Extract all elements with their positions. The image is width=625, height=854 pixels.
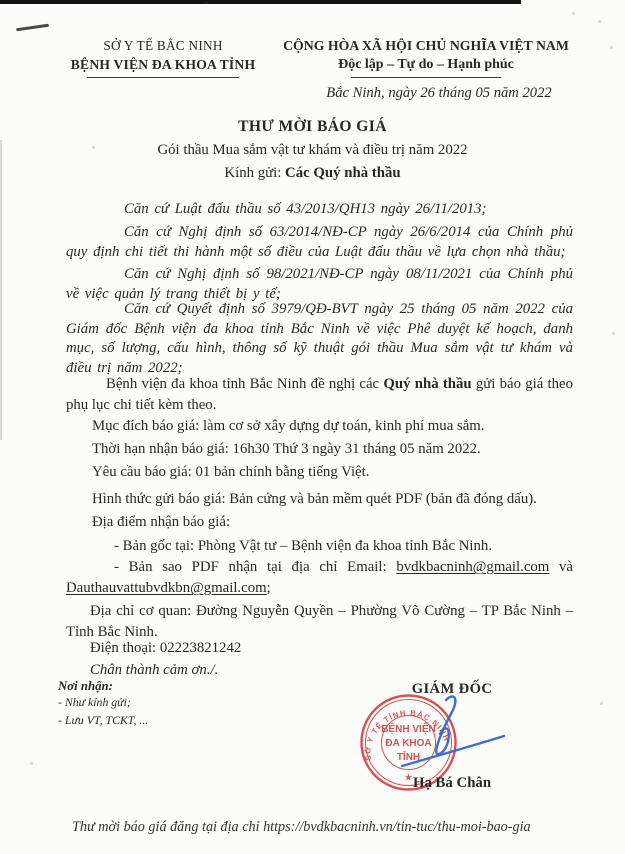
national-motto-line1: CỘNG HÒA XÃ HỘI CHỦ NGHĨA VIỆT NAM <box>283 38 569 53</box>
scan-edge-line <box>0 140 2 440</box>
office-address-line: Địa chỉ cơ quan: Đường Nguyễn Quyền – Phường Võ Cường – TP Bắc Ninh – Tỉnh Bắc Ninh. <box>66 603 573 640</box>
stamp-center-line2: ĐA KHOA <box>385 738 432 749</box>
request-paragraph <box>66 374 573 416</box>
legal-basis-1: Căn cứ Luật đấu thầu số 43/2013/QH13 ngày 26/11/2013; <box>124 201 487 217</box>
scan-speck <box>572 12 575 15</box>
purpose-line: Mục đích báo giá: làm cơ sở xây dựng dự toán, kinh phí mua sắm. <box>92 418 485 434</box>
email-line <box>66 557 573 599</box>
salutation-target: Các Quý nhà thầu <box>285 165 401 181</box>
footer-publication-note: Thư mời báo giá đăng tại địa chỉ https://bvdkbacninh.vn/tin-tuc/thu-moi-bao-gia <box>72 819 531 835</box>
legal-basis-4: Căn cứ Quyết định số 3979/QĐ-BVT ngày 25 tháng 05 năm 2022 của Giám đốc Bệnh viện đa khoa tỉnh Bắc Ninh về việc Phê duyệt kế hoạch, danh mục, số lượng, cấu hình, thông số kỹ thuật gói thầu Mua sắm vật tư khám và điều trị năm 2022; <box>66 301 573 376</box>
request-suffix: gửi báo giá theo phụ lục chi tiết kèm theo. <box>66 376 573 413</box>
scan-artifact-top-bar <box>0 0 521 4</box>
email-link-2[interactable]: Dauthauvattubvdkbn@gmail.com <box>66 580 267 596</box>
stamp-center-line3: TỈNH <box>396 752 421 763</box>
requirement-line: Yêu cầu báo giá: 01 bản chính bằng tiếng Việt. <box>92 464 370 480</box>
document-title: THƯ MỜI BÁO GIÁ <box>238 118 387 135</box>
national-header-block <box>276 36 576 78</box>
deadline-line: Thời hạn nhận báo giá: 16h30 Thứ 3 ngày 31 tháng 05 năm 2022. <box>92 441 481 457</box>
signer-position-title: GIÁM ĐỐC <box>411 681 493 697</box>
stamp-star-icon: ★ <box>404 773 413 782</box>
national-motto-line2: Độc lập – Tự do – Hạnh phúc <box>338 57 514 72</box>
format-line: Hình thức gửi báo giá: Bản cứng và bản mềm quét PDF (bản đã đóng dấu). <box>92 491 537 507</box>
document-subtitle: Gói thầu Mua sắm vật tư khám và điều trị năm 2022 <box>157 142 468 158</box>
recipient-item: - Như kính gửi; <box>58 695 131 709</box>
scan-speck <box>598 20 601 23</box>
phone-line: Điện thoại: 02223821242 <box>90 640 242 656</box>
recipient-item: - Lưu VT, TCKT, ... <box>58 712 149 727</box>
email-link-1[interactable]: bvdkbacninh@gmail.com <box>396 559 550 575</box>
stamp-ring-text: SỞ Y TẾ TỈNH BẮC NINH <box>363 708 452 761</box>
legal-basis-3: Căn cứ Nghị định số 98/2021/NĐ-CP ngày 08/11/2021 của Chính phủ về việc quản lý trang thiết bị y tế; <box>66 266 573 302</box>
scan-speck <box>600 702 603 705</box>
email-prefix: - Bản sao PDF nhận tại địa chỉ Email: <box>114 559 397 575</box>
salutation-line <box>0 165 625 182</box>
signature-loop <box>436 696 455 754</box>
motto-underline <box>351 77 501 78</box>
location-label: Địa điểm nhận báo giá: <box>92 514 231 530</box>
org-name: BỆNH VIỆN ĐA KHOA TỈNH <box>70 57 256 72</box>
request-bold: Quý nhà thầu <box>383 376 472 392</box>
salutation-label: Kính gửi: <box>224 165 286 181</box>
scan-speck <box>612 332 615 335</box>
issuing-org-block <box>58 36 268 78</box>
parent-department: SỞ Y TẾ BẮC NINH <box>103 38 223 53</box>
thanks-line: Chân thành cảm ơn./. <box>90 662 219 678</box>
scan-speck <box>30 762 33 765</box>
place-date-line: Bắc Ninh, ngày 26 tháng 05 năm 2022 <box>326 85 552 101</box>
stamp-center-line1: BỆNH VIỆN <box>381 724 436 735</box>
email-joiner: và <box>549 559 573 575</box>
recipients-label: Nơi nhận: <box>58 679 113 693</box>
pen-mark <box>16 24 49 32</box>
legal-basis-2: Căn cứ Nghị định số 63/2014/NĐ-CP ngày 26/6/2014 của Chính phủ quy định chi tiết thi hành một số điều của Luật đấu thầu về lựa chọn nhà thầu; <box>66 224 573 260</box>
signer-name: Hạ Bá Chân <box>412 775 492 791</box>
signature-flourish <box>402 736 504 766</box>
email-suffix: ; <box>266 580 271 596</box>
org-underline <box>87 77 239 78</box>
recipients-block <box>58 679 248 729</box>
location-original-line: - Bản gốc tại: Phòng Vật tư – Bệnh viện đa khoa tỉnh Bắc Ninh. <box>114 538 493 554</box>
request-prefix: Bệnh viện đa khoa tỉnh Bắc Ninh đề nghị các <box>106 376 384 392</box>
scan-speck <box>610 46 613 49</box>
scan-artifact-dot <box>204 1 208 4</box>
